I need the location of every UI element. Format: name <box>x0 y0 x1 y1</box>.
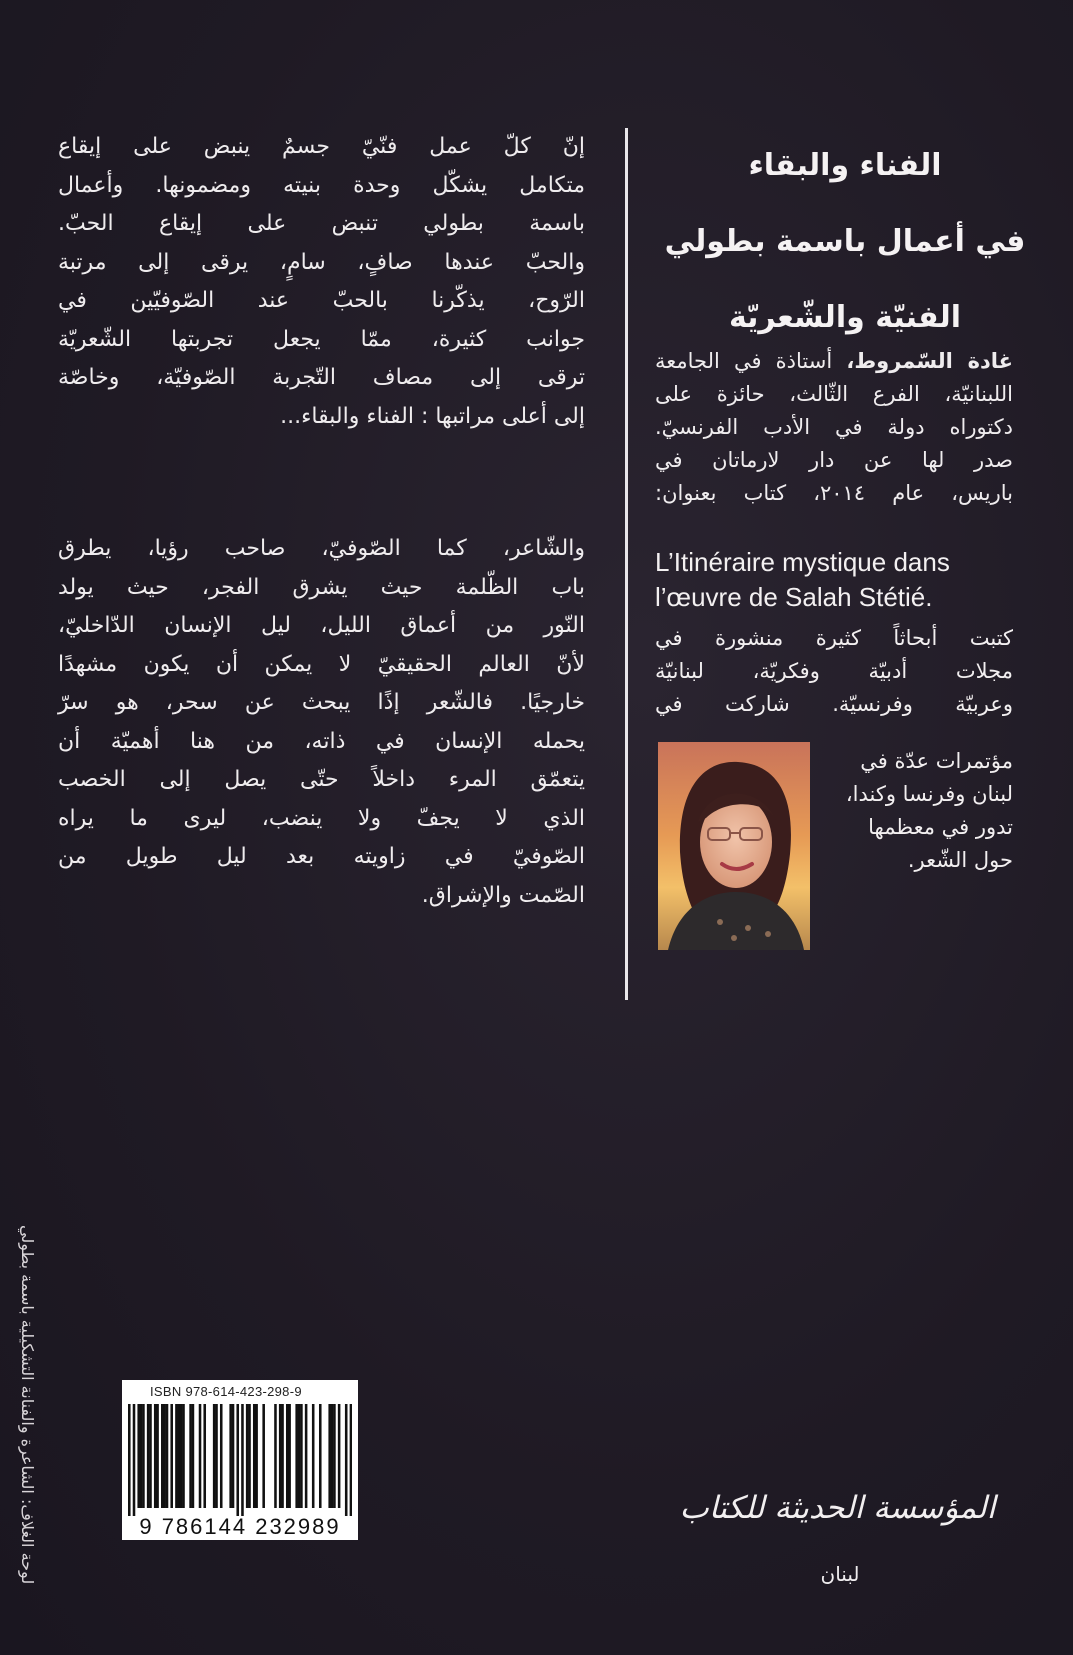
barcode-bar <box>215 1404 218 1508</box>
barcode-bar <box>149 1404 152 1508</box>
blurb-paragraph-1 <box>58 128 585 436</box>
barcode-bar <box>338 1404 341 1508</box>
text-line: ترقى إلى مصاف التّجربة الصّوفيّة، وخاصّة <box>58 365 585 390</box>
barcode-bar <box>305 1404 308 1508</box>
barcode-bar <box>331 1404 334 1508</box>
text-line: والشّاعر، كما الصّوفيّ، صاحب رؤيا، يطرق <box>58 536 585 561</box>
bio-line: مجلات أدبيّة وفكريّة، لبنانيّة <box>655 659 1013 683</box>
barcode-bar <box>229 1404 232 1508</box>
bio-line: صدر لها عن دار لارماتان في <box>655 448 1013 472</box>
barcode-bar <box>140 1404 143 1508</box>
bio-line: باريس، عام ٢٠١٤، كتاب بعنوان: <box>655 481 1013 505</box>
barcode-bar <box>170 1404 173 1508</box>
barcode-bar <box>166 1404 169 1508</box>
bio-line: تدور في معظمها <box>868 815 1013 839</box>
text-line: إنّ كلّ عمل فنّيّ جسمٌ ينبض على إيقاع <box>58 134 585 159</box>
barcode-bar <box>182 1404 185 1508</box>
barcode-bar <box>295 1404 298 1508</box>
publisher-logo: المؤسسة الحديثة للكتاب <box>679 1490 996 1526</box>
isbn-label: ISBN 978-614-423-298-9 <box>150 1384 302 1399</box>
title-line-2: في أعمال باسمة بطولي <box>664 224 1026 259</box>
barcode-bar <box>161 1404 164 1508</box>
barcode-bar <box>180 1404 183 1508</box>
book-title-french-2: l’œuvre de Salah Stétié. <box>655 582 933 612</box>
ean-digits: 9 786144 232989 <box>139 1514 341 1539</box>
barcode-bar <box>246 1404 249 1508</box>
column-divider <box>625 128 628 1000</box>
text-line: يحمله الإنسان في ذاته، من هنا أهميّة أن <box>58 728 585 754</box>
barcode-bar <box>286 1404 289 1508</box>
barcode-bar <box>220 1404 223 1508</box>
barcode-bar <box>288 1404 291 1508</box>
barcode-bar <box>133 1404 136 1516</box>
author-photo <box>658 742 810 950</box>
bio-line: كتبت أبحاثاً كثيرة منشورة في <box>655 626 1013 650</box>
barcode-bar <box>300 1404 303 1508</box>
book-title-french-1: L’Itinéraire mystique dans <box>655 547 950 577</box>
text-line: يتعمّق المرء داخلاً حتّى يصل إلى الخصب <box>58 767 585 792</box>
barcode-bar <box>137 1404 140 1508</box>
barcode-bar <box>262 1404 265 1508</box>
bio-line: لبنان وفرنسا وكندا، <box>845 782 1013 806</box>
barcode-bars <box>128 1404 352 1516</box>
title-line-1: الفناء والبقاء <box>748 148 942 183</box>
bio-line: وعربيّة وفرنسيّة. شاركت في <box>655 692 1013 716</box>
barcode-bar <box>255 1404 258 1508</box>
barcode-bar <box>248 1404 251 1508</box>
text-line: الذي لا يجفّ ولا ينضب، ليرى ما يراه <box>58 805 585 831</box>
barcode-bar <box>178 1404 181 1508</box>
barcode-bar <box>253 1404 256 1508</box>
cover-art-credit: لوحة الغلاف: الشاعرة والفنانة التشكيلية باسمة بطولي <box>18 1225 37 1585</box>
publisher-country: لبنان <box>820 1562 860 1586</box>
author-bio-end <box>818 745 1013 877</box>
text-line: الصّوفيّ في زاويته بعد ليل طويل من <box>58 844 585 869</box>
author-bio-continued <box>655 622 1013 721</box>
barcode-bar <box>281 1404 284 1508</box>
text-line: باسمة بطولي تنبض على إيقاع الحبّ. <box>58 211 585 236</box>
barcode-bar <box>189 1404 192 1508</box>
barcode-bar <box>350 1404 352 1516</box>
text-line: باب الظّلمة حيث يشرق الفجر، حيث يولد <box>58 574 585 600</box>
text-line: لأنّ العالم الحقيقيّ لا يمكن أن يكون مشهدًا <box>58 651 585 677</box>
barcode-bar <box>142 1404 145 1508</box>
bio-line: مؤتمرات عدّة في <box>860 749 1013 773</box>
barcode-bar <box>213 1404 216 1508</box>
author-bio <box>655 345 1013 510</box>
barcode-bar <box>312 1404 315 1508</box>
bio-line: دكتوراه دولة في الأدب الفرنسيّ. <box>655 415 1013 439</box>
barcode-bar <box>156 1404 159 1508</box>
barcode-bar <box>328 1404 331 1508</box>
barcode-bar <box>175 1404 178 1508</box>
bio-line: حول الشّعر. <box>907 848 1013 872</box>
barcode-bar <box>345 1404 348 1516</box>
barcode-bar <box>241 1404 244 1516</box>
text-line: الرّوح، يذكّرنا بالحبّ عند الصّوفيّين في <box>58 288 585 313</box>
text-line: خارجيًا. فالشّعر إذًا يبحث عن سحر، هو سرّ <box>58 690 585 715</box>
barcode-bar <box>236 1404 239 1516</box>
barcode-bar <box>163 1404 166 1508</box>
barcode-bar <box>319 1404 322 1508</box>
barcode-bar <box>279 1404 282 1508</box>
barcode-bar <box>147 1404 150 1508</box>
text-line: الصّمت والإشراق. <box>421 882 585 908</box>
barcode-bar <box>128 1404 131 1516</box>
barcode-bar <box>199 1404 202 1508</box>
book-title <box>650 128 1040 356</box>
blurb-paragraph-2 <box>58 530 585 915</box>
isbn-barcode <box>122 1380 358 1540</box>
barcode-bar <box>232 1404 235 1508</box>
text-line: جوانب كثيرة، ممّا يجعل تجربتها الشّعريّة <box>58 326 585 352</box>
text-line: إلى أعلى مراتبها : الفناء والبقاء... <box>280 403 585 429</box>
text-line: النّور من أعماق الليل، ليل الإنسان الدّاخليّ، <box>58 613 585 638</box>
barcode-bar <box>154 1404 157 1508</box>
bio-line: اللبنانيّة، الفرع الثّالث، حائزة على <box>655 382 1013 406</box>
text-line: متكامل يشكّل وحدة بنيته ومضمونها. وأعمال <box>58 172 585 198</box>
barcode-bar <box>298 1404 301 1508</box>
barcode-bar <box>274 1404 277 1508</box>
barcode-bar <box>203 1404 206 1508</box>
barcode-bar <box>192 1404 195 1508</box>
barcode-bar <box>333 1404 336 1508</box>
author-name: غادة السّمروط، <box>846 349 1013 373</box>
title-line-3: الفنيّة والشّعريّة <box>728 300 962 335</box>
text-line: والحبّ عندها صافٍ، سامٍ، يرقى إلى مرتبة <box>58 249 585 275</box>
bio-line-1: غادة السّمروط، أستاذة في الجامعة <box>655 349 1013 373</box>
